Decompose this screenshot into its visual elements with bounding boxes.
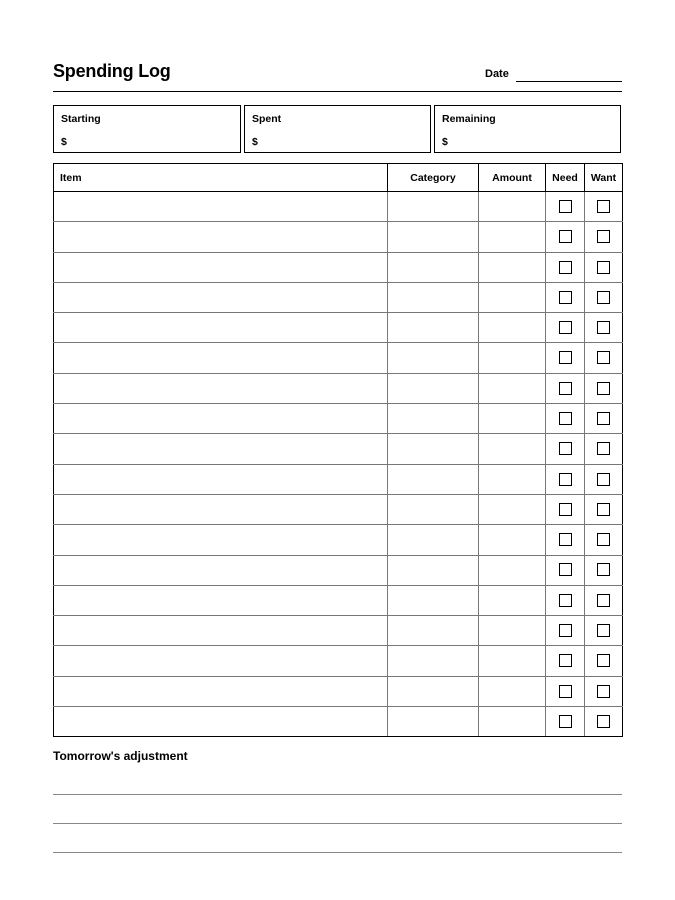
need-checkbox[interactable] [559,594,572,607]
category-cell[interactable] [388,676,479,706]
category-cell[interactable] [388,434,479,464]
remaining-box [434,105,621,153]
need-cell [546,646,585,676]
table-row [54,434,623,464]
column-header-need: Need [546,164,585,192]
starting-amount-field[interactable]: $ [61,136,67,148]
amount-cell[interactable] [479,707,546,737]
adjustment-line[interactable] [53,852,622,853]
want-cell [585,313,623,343]
table-row [54,646,623,676]
item-cell[interactable] [54,404,388,434]
title-divider [53,91,622,92]
table-row [54,343,623,373]
amount-cell[interactable] [479,404,546,434]
date-field[interactable] [516,81,622,82]
want-cell [585,555,623,585]
table-row [54,555,623,585]
want-checkbox[interactable] [597,624,610,637]
date-label: Date [485,68,509,80]
need-checkbox[interactable] [559,382,572,395]
want-cell [585,343,623,373]
need-checkbox[interactable] [559,503,572,516]
column-header-item: Item [54,164,388,192]
category-cell[interactable] [388,313,479,343]
want-cell [585,373,623,403]
starting-label: Starting [61,113,101,125]
amount-cell[interactable] [479,373,546,403]
want-checkbox[interactable] [597,291,610,304]
column-header-want: Want [585,164,623,192]
category-cell[interactable] [388,616,479,646]
amount-cell[interactable] [479,252,546,282]
need-checkbox[interactable] [559,563,572,576]
need-checkbox[interactable] [559,351,572,364]
category-cell[interactable] [388,373,479,403]
want-cell [585,525,623,555]
want-checkbox[interactable] [597,442,610,455]
need-cell [546,525,585,555]
need-checkbox[interactable] [559,230,572,243]
category-cell[interactable] [388,343,479,373]
category-cell[interactable] [388,252,479,282]
table-row [54,676,623,706]
want-cell [585,585,623,615]
need-checkbox[interactable] [559,261,572,274]
amount-cell[interactable] [479,222,546,252]
spent-box [244,105,431,153]
table-header-row [54,164,623,192]
want-checkbox[interactable] [597,715,610,728]
amount-cell[interactable] [479,192,546,222]
want-checkbox[interactable] [597,321,610,334]
starting-box [53,105,241,153]
category-cell[interactable] [388,585,479,615]
item-cell[interactable] [54,282,388,312]
category-cell[interactable] [388,494,479,524]
want-checkbox[interactable] [597,412,610,425]
amount-cell[interactable] [479,494,546,524]
want-checkbox[interactable] [597,473,610,486]
item-cell[interactable] [54,707,388,737]
need-cell [546,252,585,282]
item-cell[interactable] [54,585,388,615]
table-row [54,373,623,403]
item-cell[interactable] [54,252,388,282]
want-cell [585,707,623,737]
want-cell [585,494,623,524]
want-checkbox[interactable] [597,685,610,698]
item-cell[interactable] [54,525,388,555]
column-header-category: Category [388,164,479,192]
amount-cell[interactable] [479,646,546,676]
want-cell [585,434,623,464]
need-cell [546,282,585,312]
adjustment-heading: Tomorrow's adjustment [53,749,188,763]
need-checkbox[interactable] [559,200,572,213]
amount-cell[interactable] [479,313,546,343]
item-cell[interactable] [54,313,388,343]
item-cell[interactable] [54,222,388,252]
amount-cell[interactable] [479,343,546,373]
want-cell [585,676,623,706]
amount-cell[interactable] [479,616,546,646]
need-cell [546,313,585,343]
category-cell[interactable] [388,404,479,434]
table-row [54,616,623,646]
want-checkbox[interactable] [597,594,610,607]
item-cell[interactable] [54,192,388,222]
want-checkbox[interactable] [597,563,610,576]
need-checkbox[interactable] [559,442,572,455]
need-checkbox[interactable] [559,321,572,334]
spent-label: Spent [252,113,282,125]
want-checkbox[interactable] [597,654,610,667]
want-checkbox[interactable] [597,230,610,243]
table-row [54,313,623,343]
want-cell [585,252,623,282]
table-row [54,222,623,252]
need-checkbox[interactable] [559,685,572,698]
need-checkbox[interactable] [559,715,572,728]
amount-cell[interactable] [479,464,546,494]
want-checkbox[interactable] [597,533,610,546]
table-row [54,252,623,282]
want-cell [585,616,623,646]
item-cell[interactable] [54,616,388,646]
need-cell [546,434,585,464]
want-cell [585,192,623,222]
category-cell[interactable] [388,555,479,585]
item-cell[interactable] [54,555,388,585]
spent-amount-field[interactable]: $ [252,136,258,148]
category-cell[interactable] [388,222,479,252]
remaining-label: Remaining [442,113,496,125]
category-cell[interactable] [388,282,479,312]
need-cell [546,494,585,524]
need-checkbox[interactable] [559,533,572,546]
need-checkbox[interactable] [559,624,572,637]
need-cell [546,192,585,222]
amount-cell[interactable] [479,585,546,615]
item-cell[interactable] [54,343,388,373]
item-cell[interactable] [54,373,388,403]
amount-cell[interactable] [479,525,546,555]
need-cell [546,404,585,434]
adjustment-line[interactable] [53,794,622,795]
page-title: Spending Log [53,61,171,81]
item-cell[interactable] [54,464,388,494]
need-cell [546,707,585,737]
amount-cell[interactable] [479,676,546,706]
want-checkbox[interactable] [597,382,610,395]
need-cell [546,555,585,585]
need-cell [546,585,585,615]
table-row [54,282,623,312]
table-row [54,707,623,737]
category-cell[interactable] [388,707,479,737]
want-checkbox[interactable] [597,351,610,364]
want-checkbox[interactable] [597,261,610,274]
column-header-amount: Amount [479,164,546,192]
item-cell[interactable] [54,494,388,524]
table-row [54,585,623,615]
category-cell[interactable] [388,525,479,555]
want-checkbox[interactable] [597,200,610,213]
category-cell[interactable] [388,192,479,222]
need-cell [546,676,585,706]
need-cell [546,222,585,252]
want-checkbox[interactable] [597,503,610,516]
remaining-amount-field[interactable]: $ [442,136,448,148]
want-cell [585,646,623,676]
need-checkbox[interactable] [559,654,572,667]
want-cell [585,464,623,494]
amount-cell[interactable] [479,434,546,464]
want-cell [585,282,623,312]
want-cell [585,404,623,434]
table-row [54,494,623,524]
category-cell[interactable] [388,646,479,676]
table-row [54,192,623,222]
item-cell[interactable] [54,646,388,676]
category-cell[interactable] [388,464,479,494]
need-checkbox[interactable] [559,291,572,304]
table-row [54,404,623,434]
need-checkbox[interactable] [559,473,572,486]
spending-table [53,163,623,737]
item-cell[interactable] [54,676,388,706]
amount-cell[interactable] [479,555,546,585]
want-cell [585,222,623,252]
amount-cell[interactable] [479,282,546,312]
need-cell [546,464,585,494]
table-row [54,525,623,555]
adjustment-line[interactable] [53,823,622,824]
need-cell [546,616,585,646]
need-checkbox[interactable] [559,412,572,425]
need-cell [546,373,585,403]
item-cell[interactable] [54,434,388,464]
need-cell [546,343,585,373]
table-row [54,464,623,494]
